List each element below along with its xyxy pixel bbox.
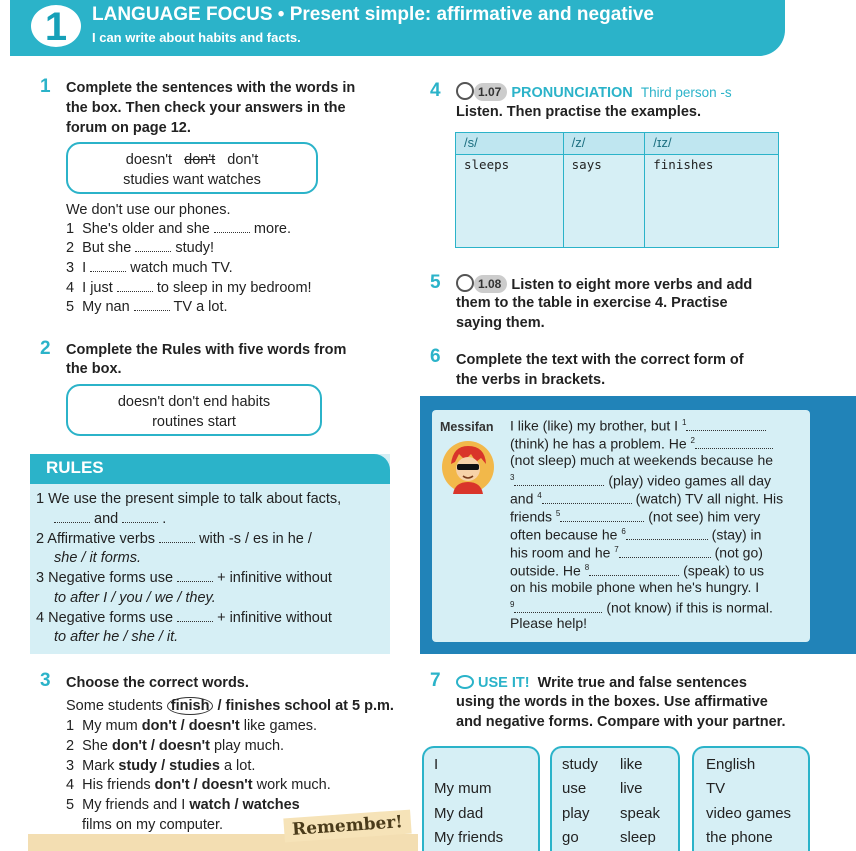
word-cell: like: [620, 756, 643, 773]
word-cell: English: [706, 756, 756, 773]
choice[interactable]: watch / watches: [189, 797, 300, 813]
unit-badge: [28, 2, 84, 50]
exercise-5-instruction-line1: 1.08 Listen to eight more verbs and add: [456, 274, 752, 295]
answer-blank[interactable]: [159, 531, 195, 543]
exercise-4-number: 4: [430, 80, 441, 101]
answer-blank[interactable]: [122, 511, 158, 523]
table-header: /s/: [456, 133, 564, 155]
exercise-1-item-4: 4 I just to sleep in my bedroom!: [66, 280, 312, 296]
word-cell: study: [562, 756, 598, 773]
answer-blank[interactable]: [686, 420, 766, 431]
forum-text-line: and $^4$ (watch) TV all night. His: [510, 490, 784, 507]
exercise-1-example: We don't use our phones.: [66, 202, 231, 218]
answer-blank[interactable]: [619, 547, 711, 558]
answer-blank[interactable]: [514, 602, 602, 613]
rule-2: 2 Affirmative verbs with -s / es in he /: [36, 531, 312, 547]
exercise-3-item-3: 3 Mark study / studies a lot.: [66, 758, 256, 774]
exercise-1-number: 1: [40, 76, 51, 97]
choice[interactable]: study / studies: [118, 758, 220, 774]
answer-blank[interactable]: [514, 475, 604, 486]
word-cell: sleep: [620, 829, 656, 846]
table-cell: sleeps: [456, 155, 564, 248]
exercise-1-item-1: 1 She's older and she more.: [66, 221, 291, 237]
answer-blank[interactable]: [214, 221, 250, 233]
word-cell: the phone: [706, 829, 773, 846]
word-box-line2: routines start: [152, 414, 236, 430]
word-cell: My dad: [434, 805, 484, 822]
table-header: /ɪz/: [645, 133, 779, 155]
exercise-7-instruction-line2: using the words in the boxes. Use affirmative: [456, 694, 768, 710]
exercise-2-number: 2: [40, 338, 51, 359]
answer-blank[interactable]: [90, 260, 126, 272]
answer-blank[interactable]: [134, 299, 170, 311]
word-box-line1: doesn't don't don't: [125, 152, 259, 168]
word-cell: speak: [620, 805, 661, 822]
answer-blank[interactable]: [542, 493, 632, 504]
word-cell: go: [562, 829, 579, 846]
answer-blank[interactable]: [54, 511, 90, 523]
word-cell: live: [620, 780, 643, 797]
answer-blank[interactable]: [626, 529, 708, 540]
exercise-6-instruction-line1: Complete the text with the correct form of: [456, 352, 744, 368]
exercise-1-word-box: [66, 142, 318, 194]
answer-blank[interactable]: [177, 610, 213, 622]
exercise-3-item-1: 1 My mum don't / doesn't like games.: [66, 718, 318, 734]
exercise-7-number: 7: [430, 670, 441, 691]
choice[interactable]: don't / doesn't: [141, 718, 240, 734]
rules-label: RULES: [46, 458, 104, 477]
forum-text-line: Please help!: [510, 615, 588, 631]
exercise-3-item-5: 5 My friends and I watch / watches: [66, 797, 300, 813]
table-cell: says: [563, 155, 645, 248]
exercise-2-instruction-line2: the box.: [66, 361, 122, 377]
crossed-word: don't: [184, 152, 216, 168]
exercise-4-title: 1.07 PRONUNCIATION Third person -s: [456, 82, 732, 103]
exercise-7-instruction-line1: USE IT! Write true and false sentences: [456, 673, 747, 693]
exercise-7-instruction-line3: and negative forms. Compare with your partner.: [456, 714, 786, 730]
exercise-1-instruction-line2: the box. Then check your answers in the: [66, 100, 346, 116]
exercise-1-instruction-line3: forum on page 12.: [66, 120, 191, 136]
word-cell: My friends: [434, 829, 504, 846]
exercise-3-item-5-cont: films on my computer.: [82, 817, 224, 833]
forum-text-line: outside. He $^8$ (speak) to us: [510, 562, 764, 579]
exercise-5-instruction-line3: saying them.: [456, 315, 545, 331]
table-cell: finishes: [645, 155, 779, 248]
rule-1-cont: and .: [54, 509, 166, 529]
word-cell: My mum: [434, 780, 492, 797]
answer-blank[interactable]: [695, 438, 773, 449]
rule-4-cont: to after he / she / it.: [54, 629, 179, 645]
rule-4: 4 Negative forms use + infinitive without: [36, 610, 332, 626]
forum-username: Messifan: [440, 420, 494, 434]
word-cell: use: [562, 780, 587, 797]
rule-3-cont: to after I / you / we / they.: [54, 590, 216, 606]
word-box-line2: studies want watches: [123, 172, 261, 188]
answer-blank[interactable]: [560, 511, 644, 522]
word-cell: video games: [706, 805, 792, 822]
word-cell: play: [562, 805, 590, 822]
audio-icon[interactable]: [456, 82, 474, 100]
audio-track: 1.07: [474, 83, 507, 101]
answer-blank[interactable]: [135, 240, 171, 252]
choice[interactable]: don't / doesn't: [111, 738, 210, 754]
audio-icon[interactable]: [456, 274, 474, 292]
forum-text-line: (think) he has a problem. He $^2$: [510, 432, 773, 453]
page-subtitle: I can write about habits and facts.: [92, 30, 301, 45]
word-box-line1: doesn't don't end habits: [117, 394, 271, 410]
audio-track: 1.08: [474, 275, 507, 293]
forum-text-line: (not sleep) much at weekends because he: [510, 452, 774, 468]
pronunciation-table: [455, 132, 779, 248]
exercise-6-number: 6: [430, 346, 441, 367]
user-avatar: [441, 440, 495, 494]
exercise-5-number: 5: [430, 272, 441, 293]
word-cell: TV: [706, 780, 726, 797]
exercise-4-instruction: Listen. Then practise the examples.: [456, 104, 701, 120]
exercise-1-item-2: 2 But she study!: [66, 240, 215, 256]
table-header: /z/: [563, 133, 645, 155]
answer-blank[interactable]: [117, 280, 153, 292]
exercise-3-number: 3: [40, 670, 51, 691]
forum-text-line: often because he $^6$ (stay) in: [510, 526, 762, 543]
exercise-3-item-4: 4 His friends don't / doesn't work much.: [66, 777, 331, 793]
remember-tag: Remember!: [283, 810, 411, 843]
forum-text-line: friends $^5$ (not see) him very: [510, 508, 761, 525]
answer-blank[interactable]: [589, 565, 679, 576]
circled-answer: finish: [167, 697, 214, 715]
rule-2-cont: she / it forms.: [54, 550, 142, 566]
choice[interactable]: don't / doesn't: [154, 777, 253, 793]
forum-text-line: I like (like) my brother, but I $^1$: [510, 414, 766, 435]
forum-text-line: his room and he $^7$ (not go): [510, 544, 763, 561]
exercise-3-example: Some students finish / finishes school at 5 p.m.: [66, 698, 394, 714]
forum-text-line: on his mobile phone when he's hungry. I: [510, 579, 760, 595]
forum-text-line: $^3$ (play) video games all day: [510, 472, 771, 489]
unit-number: 1: [44, 5, 68, 49]
page-title: LANGUAGE FOCUS • Present simple: affirmative and negative: [92, 4, 655, 25]
rule-3: 3 Negative forms use + infinitive without: [36, 570, 332, 586]
answer-blank[interactable]: [177, 570, 213, 582]
exercise-3-item-2: 2 She don't / doesn't play much.: [66, 738, 285, 754]
exercise-6-instruction-line2: the verbs in brackets.: [456, 372, 606, 388]
exercise-3-instruction: Choose the correct words.: [66, 675, 249, 691]
speech-bubble-icon: [456, 675, 474, 689]
word-cell: I: [434, 756, 439, 773]
exercise-2-word-box: [66, 384, 322, 436]
exercise-5-instruction-line2: them to the table in exercise 4. Practise: [456, 295, 728, 311]
forum-text-line: $^9$ (not know) if this is normal.: [510, 599, 773, 616]
rule-1: 1 We use the present simple to talk about facts,: [36, 491, 342, 507]
exercise-1-instruction-line1: Complete the sentences with the words in: [66, 80, 356, 96]
exercise-2-instruction-line1: Complete the Rules with five words from: [66, 342, 347, 358]
exercise-1-item-3: 3 I watch much TV.: [66, 260, 233, 276]
exercise-1-item-5: 5 My nan TV a lot.: [66, 299, 228, 315]
